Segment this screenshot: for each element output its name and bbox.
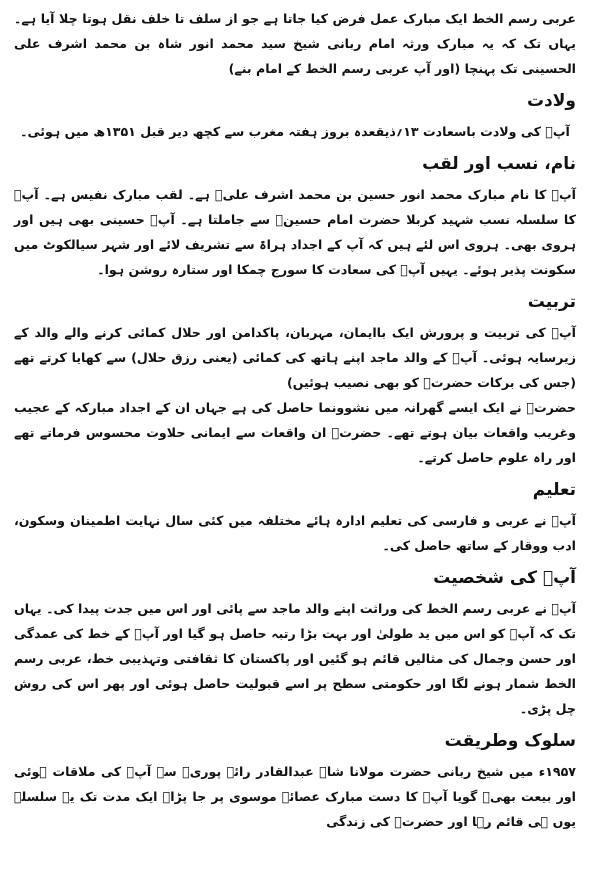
section-heading-birth: ولادت [526, 91, 576, 111]
intro-paragraph: عربی رسم الخط ایک مبارک عمل فرض کیا جاتا ہے جو از سلف تا خلف نقل ہوتا چلا آیا ہے۔ یہاں تک کہ یہ مبارک ورثہ امام ربانی شیخ سید محمد انور شاہ بن محمد اشرف علی الحسینی تک پہنچا (اور آپ عربی رسم الخط کے امام بنے) [14, 11, 576, 76]
section-heading-upbringing: تربیت [527, 292, 576, 312]
birth-paragraph: آپؒ کی ولادت باسعادت ۱۳؍ذیقعدہ بروز ہفتہ مغرب سے کچھ دیر قبل ۱۳۵۱ھ میں ہوئی۔ [20, 124, 570, 139]
section-heading-sufism: سلوک وطریقت [444, 731, 576, 751]
personality-paragraph: آپؒ نے عربی رسم الخط کی وراثت اپنے والد ماجد سے پائی اور اس میں جدت پیدا کی۔ یہاں تک کہ آپؒ کو اس میں ید طولیٰ اور بہت بڑا رتبہ حاصل ہو گیا اور آپؒ کے خط کی عمدگی اور حسن وجمال کی مثالیں قائم ہو گئیں اور پاکستان کا ثقافتی وتہذیبی خط، عربی رسم الخط شمار ہونے لگا اور حکومتی سطح پر اسے قبولیت حاصل ہوئی اور پھر اس کی روش چل پڑی۔ [14, 601, 576, 716]
section-heading-personality: آپؒ کی شخصیت [433, 568, 576, 588]
name-lineage-paragraph: آپؒ کا نام مبارک محمد انور حسین بن محمد اشرف علیؒ ہے۔ لقب مبارک نفیس ہے۔ آپؒ کا سلسلہ نسب شہید کربلا حضرت امام حسینؓ سے جاملتا ہے۔ آپؒ حسینی بھی ہیں اور ہروی بھی۔ ہروی اس لئے ہیں کہ آپ کے اجداد ہراۃ سے تشریف لائے اور شہر سیالکوٹ میں سکونت پذیر ہوئے۔ یہیں آپؒ کی سعادت کا سورج چمکا اور ستارہ روشن ہوا۔ [14, 187, 576, 277]
upbringing-paragraph-2: حضرتؒ نے ایک ایسے گھرانہ میں نشوونما حاصل کی ہے جہاں ان کے اجداد مبارکہ کے عجیب وغریب واقعات بیان ہوتے تھے۔ حضرتؒ ان واقعات سے ایمانی حلاوت محسوس فرماتے تھے اور راہ علوم حاصل کرتے۔ [14, 400, 576, 465]
sufism-paragraph: ۱۹۵۷ء میں شیخ ربانی حضرت مولانا شاہ عبدالقادر رائے پوریؒ سے آپؒ کی ملاقات ہوئی اور بیعت بھی۔ گویا آپؒ کا دست مبارک عصائے موسوی پر جا پڑا۔ ایک مدت تک یہ سلسلہ یوں ہی قائم رہا اور حضرتؒ کی زندگی [14, 764, 576, 829]
section-heading-name-lineage: نام، نسب اور لقب [422, 154, 576, 174]
upbringing-paragraph-1: آپؒ کی تربیت و پرورش ایک باایمان، مہربان، پاکدامن اور حلال کمائی کرنے والے والد کے زیرسایہ ہوئی۔ آپؒ کے والد ماجد اپنے ہاتھ کی کمائی (یعنی رزق حلال) سے کھایا کرتے تھے (جس کی برکات حضرتؒ کو بھی نصیب ہوئیں) [14, 325, 576, 390]
section-heading-education: تعلیم [532, 480, 576, 500]
education-paragraph: آپؒ نے عربی و فارسی کی تعلیم ادارہ ہائے مختلفہ میں کئی سال نہایت اطمینان وسکون، ادب ووقار کے ساتھ حاصل کی۔ [14, 513, 576, 553]
